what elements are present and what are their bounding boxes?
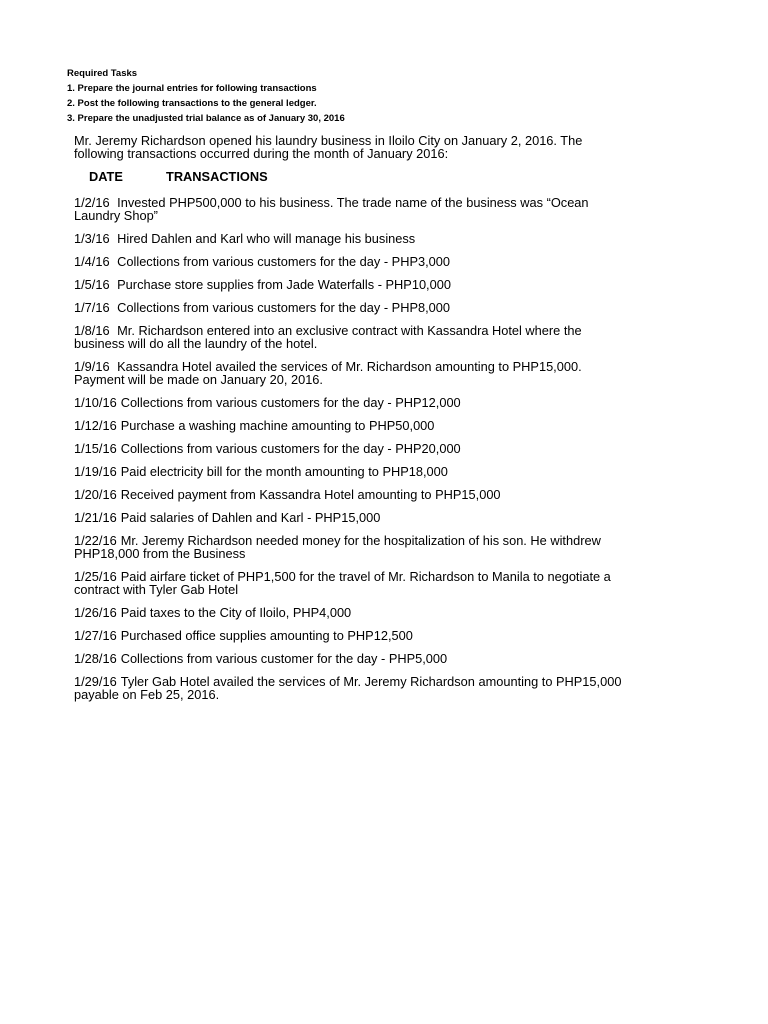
transaction-row [74,465,634,478]
transaction-row [74,511,634,524]
transaction-date: 1/10/16 [74,395,117,410]
required-tasks-title: Required Tasks [67,68,138,79]
transaction-text: Purchase store supplies from Jade Waterfalls - PHP10,000 [113,277,451,292]
transaction-text: Received payment from Kassandra Hotel amounting to PHP15,000 [120,487,501,502]
transaction-date: 1/9/16 [74,359,110,374]
transaction-text: Purchase a washing machine amounting to PHP50,000 [120,418,435,433]
transaction-row [74,324,634,350]
transaction-row [74,629,634,642]
transaction-list [74,196,634,701]
required-tasks [67,66,667,126]
transaction-date: 1/20/16 [74,487,117,502]
transaction-text: Collections from various customers for the day - PHP3,000 [113,254,451,269]
transaction-row [74,360,634,386]
task-item-3: 3. Prepare the unadjusted trial balance as of January 30, 2016 [67,113,345,124]
transaction-date: 1/27/16 [74,628,117,643]
transaction-row [74,534,634,560]
transaction-text: Paid salaries of Dahlen and Karl - PHP15,000 [120,510,381,525]
transactions-column-header: TRANSACTIONS [166,169,268,184]
transaction-text: Paid electricity bill for the month amounting to PHP18,000 [120,464,448,479]
transaction-date: 1/12/16 [74,418,117,433]
transaction-date: 1/22/16 [74,533,117,548]
transaction-text: Collections from various customers for the day - PHP12,000 [120,395,461,410]
transaction-date: 1/15/16 [74,441,117,456]
transaction-date: 1/8/16 [74,323,110,338]
transaction-row [74,652,634,665]
transaction-text: Collections from various customers for the day - PHP8,000 [113,300,451,315]
intro-paragraph: Mr. Jeremy Richardson opened his laundry business in Iloilo City on January 2, 2016. The following transactions occurred during the month of January 2016: [74,133,583,161]
transaction-row [74,396,634,409]
transaction-text: Tyler Gab Hotel availed the services of Mr. Jeremy Richardson amounting to PHP15,000 payable on Feb 25, 2016. [74,674,622,702]
transaction-row [74,488,634,501]
transaction-row [74,232,634,245]
transaction-row [74,606,634,619]
transaction-row [74,442,634,455]
transaction-row [74,570,634,596]
transaction-date: 1/25/16 [74,569,117,584]
transaction-text: Collections from various customer for the day - PHP5,000 [120,651,448,666]
transaction-row [74,419,634,432]
transaction-date: 1/28/16 [74,651,117,666]
transaction-text: Mr. Jeremy Richardson needed money for the hospitalization of his son. He withdrew PHP18,000 from the Business [74,533,601,561]
task-item-2: 2. Post the following transactions to the general ledger. [67,98,317,109]
transaction-row [74,301,634,314]
transaction-row [74,196,634,222]
date-column-header: DATE [89,169,123,184]
transaction-date: 1/26/16 [74,605,117,620]
transaction-row [74,675,634,701]
transaction-text: Kassandra Hotel availed the services of Mr. Richardson amounting to PHP15,000. Payment will be made on January 20, 2016. [74,359,582,387]
transaction-text: Mr. Richardson entered into an exclusive contract with Kassandra Hotel where the business will do all the laundry of the hotel. [74,323,582,351]
task-item-1: 1. Prepare the journal entries for following transactions [67,83,317,94]
table-header [74,170,634,188]
transaction-text: Paid taxes to the City of Iloilo, PHP4,000 [120,605,352,620]
transaction-date: 1/7/16 [74,300,110,315]
transaction-text: Paid airfare ticket of PHP1,500 for the travel of Mr. Richardson to Manila to negotiate a contract with Tyler Gab Hotel [74,569,611,597]
problem-body [74,134,634,711]
transaction-text: Collections from various customers for the day - PHP20,000 [120,441,461,456]
transaction-text: Hired Dahlen and Karl who will manage his business [113,231,416,246]
transaction-date: 1/2/16 [74,195,110,210]
transaction-text: Purchased office supplies amounting to PHP12,500 [120,628,413,643]
transaction-row [74,278,634,291]
transaction-date: 1/21/16 [74,510,117,525]
transaction-date: 1/4/16 [74,254,110,269]
transaction-text: Invested PHP500,000 to his business. The trade name of the business was “Ocean Laundry Shop” [74,195,589,223]
transaction-date: 1/3/16 [74,231,110,246]
transaction-date: 1/5/16 [74,277,110,292]
transaction-date: 1/29/16 [74,674,117,689]
transaction-row [74,255,634,268]
transaction-date: 1/19/16 [74,464,117,479]
